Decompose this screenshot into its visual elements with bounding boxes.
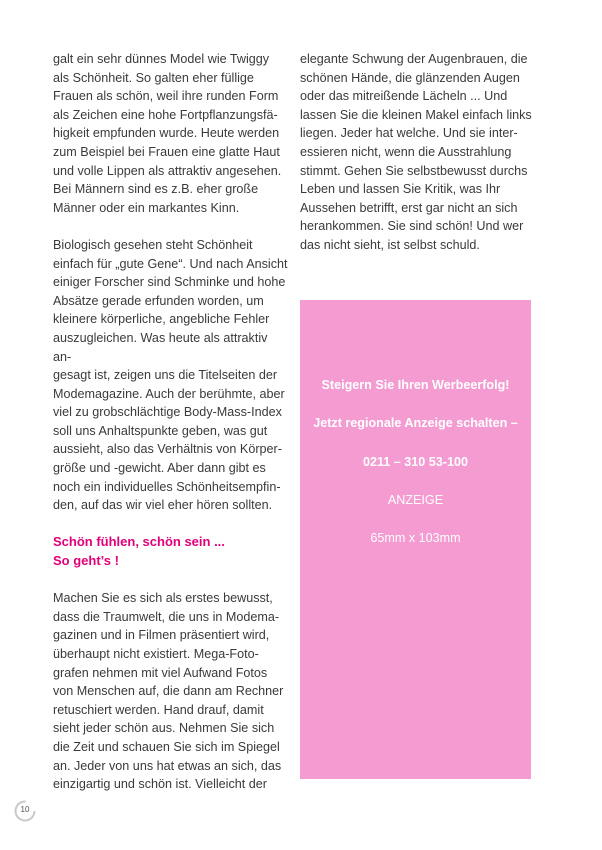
left-column — [53, 50, 288, 794]
ad-size: 65mm x 103mm — [370, 531, 461, 545]
paragraph: Machen Sie es sich als erstes bewusst, dass die Traumwelt, die uns in Modema- gazinen und in Filmen präsentiert wird, überhaupt nicht existiert. Mega-Foto- grafen nehmen mit viel Aufwand Fotos von Menschen auf, die dann am Rechner retuschiert werden. Hand drauf, damit sieht jeder schön aus. Nehmen Sie sich die Zeit und schauen Sie sich im Spiegel an. Jeder von uns hat etwas an sich, das einzigartig und schön ist. Vielleicht der — [53, 591, 284, 792]
page-number-text: 10 — [20, 805, 30, 814]
section-heading: Schön fühlen, schön sein ... So geht’s ! — [53, 534, 225, 569]
paragraph: galt ein sehr dünnes Model wie Twiggy als Schönheit. So galten eher füllige Frauen als schön, weil ihre runden Form als Zeichen eine hohe Fortpflanzungsfä- higkeit empfunden wurde. Heute werden zum Beispiel bei Frauen eine glatte Haut und volle Lippen als attraktiv angesehen. Bei Männern sind es z.B. eher große Männer oder ein markantes Kinn. — [53, 52, 282, 215]
ad-label: ANZEIGE — [387, 493, 444, 507]
right-column — [300, 50, 532, 255]
ad-call-to-action: Jetzt regionale Anzeige schalten – — [313, 416, 518, 430]
advertisement-box[interactable] — [300, 300, 531, 779]
ad-phone-number: 0211 – 310 53-100 — [362, 455, 469, 469]
paragraph: elegante Schwung der Augenbrauen, die schönen Hände, die glänzenden Augen oder das mitreißende Lächeln ... Und lassen Sie die kleinen Makel einfach links liegen. Jeder hat welche. Und sie inter- essieren nicht, wenn die Ausstrahlung stimmt. Gehen Sie selbstbewusst durchs Leben und lassen Sie Kritik, was Ihr Aussehen betrifft, erst gar nicht an sich herankommen. Sie sind schön! Und wer das nicht sieht, ist selbst schuld. — [300, 52, 532, 252]
page-number — [14, 800, 36, 822]
paragraph: Biologisch gesehen steht Schönheit einfach für „gute Gene“. Und nach Ansicht einiger Forscher sind Schminke und hohe Absätze gerade erfunden worden, um kleinere körperliche, angebliche Fehler auszugleichen. Was heute als attraktiv an- gesagt ist, zeigen uns die Titelseiten der Modemagazine. Auch der berühmte, aber viel zu grobschlächtige Body-Mass-Index soll uns Anhaltspunkte geben, was gut aussieht, also das Verhältnis von Körper- größe und -gewicht. Aber dann gibt es noch ein individuelles Schönheitsempfin- den, auf das wir viel eher hören sollten. — [53, 237, 288, 513]
ad-headline: Steigern Sie Ihren Werbeerfolg! — [321, 378, 510, 392]
